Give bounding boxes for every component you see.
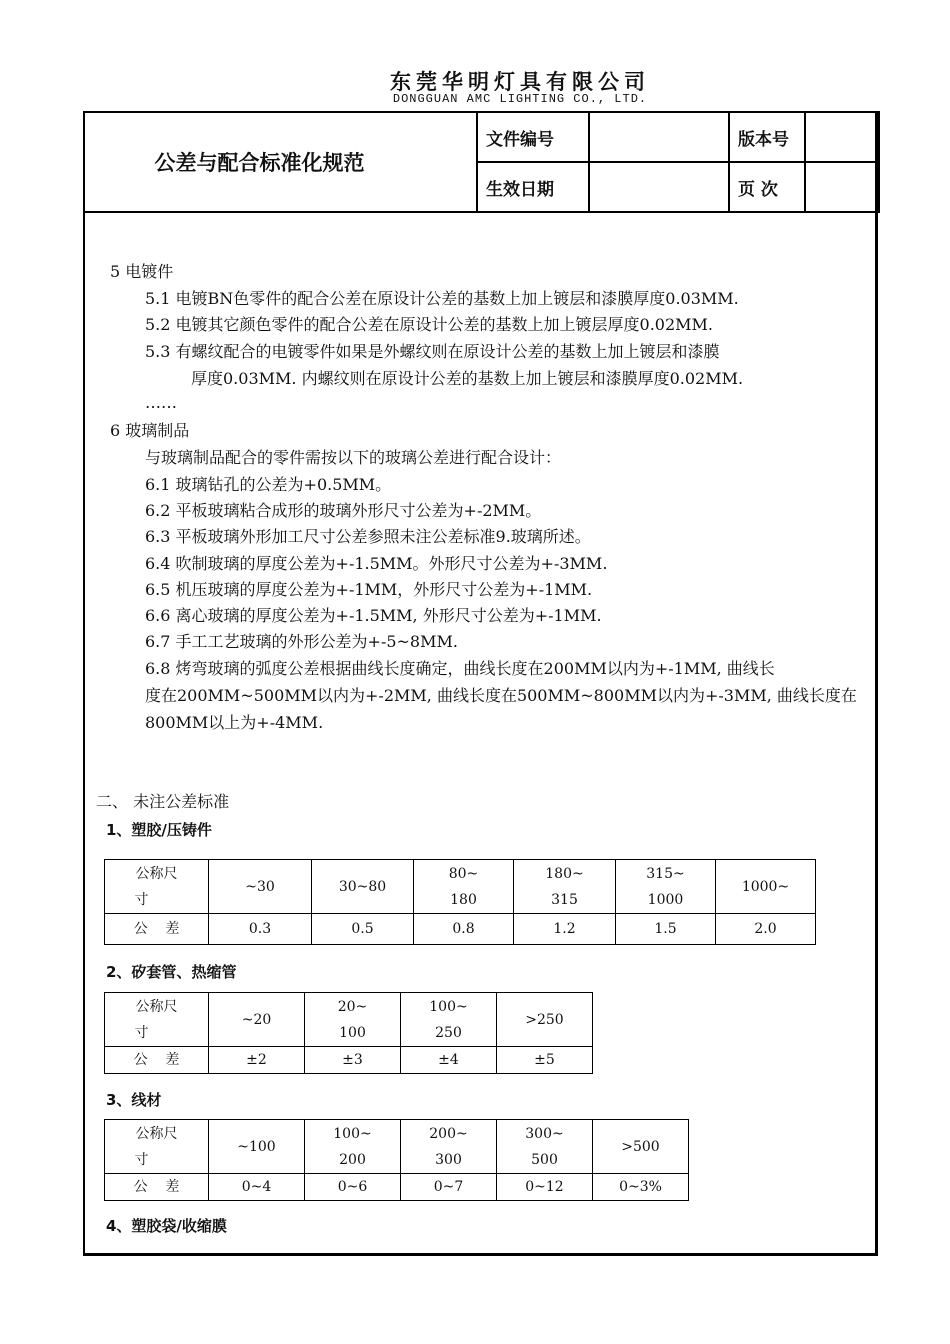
range-cell: 80~ 180 — [414, 860, 514, 914]
tolerance-value: ±5 — [497, 1047, 593, 1074]
clause-6-8-line1: 6.8 烤弯玻璃的弧度公差根据曲线长度确定，曲线长度在200MM以内为+-1MM, 曲线长 — [145, 659, 775, 678]
tolerance-label: 公 差 — [105, 914, 209, 945]
tolerance-label: 公 差 — [105, 1047, 209, 1074]
effective-date-value — [589, 162, 729, 212]
doc-number-value — [589, 112, 729, 162]
version-label: 版本号 — [729, 112, 805, 162]
clause-5-2: 5.2 电镀其它颜色零件的配合公差在原设计公差的基数上加上镀层厚度0.02MM. — [145, 315, 714, 334]
table-3-title: 3、线材 — [106, 1091, 162, 1109]
tolerance-value: 0~3% — [593, 1174, 689, 1201]
ellipsis: …… — [145, 393, 177, 412]
page-value — [805, 162, 879, 212]
document-title: 公差与配合标准化规范 — [84, 112, 477, 212]
clause-6-3: 6.3 平板玻璃外形加工尺寸公差参照未注公差标准9.玻璃所述。 — [145, 527, 591, 546]
tolerance-value: 0~7 — [401, 1174, 497, 1201]
table-1-title: 1、塑胶/压铸件 — [106, 821, 212, 839]
range-cell: 1000~ — [716, 860, 816, 914]
range-cell: >250 — [497, 993, 593, 1047]
range-cell: ~30 — [209, 860, 312, 914]
clause-5-1: 5.1 电镀BN色零件的配合公差在原设计公差的基数上加上镀层和漆膜厚度0.03MM. — [145, 289, 739, 308]
tolerance-value: 1.5 — [616, 914, 716, 945]
section-6-intro: 与玻璃制品配合的零件需按以下的玻璃公差进行配合设计： — [145, 448, 562, 467]
range-cell: >500 — [593, 1120, 689, 1174]
section-5-heading: 5 电镀件 — [110, 262, 174, 281]
range-cell: 20~ 100 — [305, 993, 401, 1047]
version-value — [805, 112, 879, 162]
clause-6-6: 6.6 离心玻璃的厚度公差为+-1.5MM, 外形尺寸公差为+-1MM. — [145, 606, 602, 625]
tolerance-table-plastic-diecast — [104, 859, 816, 945]
range-cell: ~100 — [209, 1120, 305, 1174]
tolerance-value: 0~4 — [209, 1174, 305, 1201]
clause-6-4: 6.4 吹制玻璃的厚度公差为+-1.5MM。外形尺寸公差为+-3MM. — [145, 554, 608, 573]
nominal-size-label: 公称尺 寸 — [105, 993, 209, 1047]
clause-5-3-line2: 厚度0.03MM. 内螺纹则在原设计公差的基数上加上镀层和漆膜厚度0.02MM. — [191, 369, 744, 388]
clause-6-8-line2: 度在200MM~500MM以内为+-2MM, 曲线长度在500MM~800MM以内为+-3MM, 曲线长度在 — [145, 686, 857, 705]
tolerance-table-sleeve-tube — [104, 992, 593, 1074]
document-frame — [83, 111, 878, 1256]
company-name-en: DONGGUAN AMC LIGHTING CO., LTD. — [392, 92, 648, 106]
tolerance-value: ±2 — [209, 1047, 305, 1074]
clause-6-5: 6.5 机压玻璃的厚度公差为+-1MM，外形尺寸公差为+-1MM. — [145, 580, 593, 599]
nominal-size-label: 公称尺 寸 — [105, 860, 209, 914]
tolerance-value: 0.8 — [414, 914, 514, 945]
effective-date-label: 生效日期 — [477, 162, 589, 212]
range-cell: 180~ 315 — [514, 860, 616, 914]
tolerance-value: 0.3 — [209, 914, 312, 945]
range-cell: 100~ 200 — [305, 1120, 401, 1174]
tolerance-value: 1.2 — [514, 914, 616, 945]
range-cell: 30~80 — [312, 860, 414, 914]
tolerance-value: 0~12 — [497, 1174, 593, 1201]
tolerance-table-wire — [104, 1119, 689, 1201]
part-2-heading: 二、 未注公差标准 — [96, 792, 230, 811]
range-cell: ~20 — [209, 993, 305, 1047]
tolerance-value: 0~6 — [305, 1174, 401, 1201]
nominal-size-label: 公称尺 寸 — [105, 1120, 209, 1174]
tolerance-value: ±4 — [401, 1047, 497, 1074]
company-name-cn: 东莞华明灯具有限公司 — [390, 70, 650, 94]
clause-6-1: 6.1 玻璃钻孔的公差为+0.5MM。 — [145, 475, 392, 494]
range-cell: 315~ 1000 — [616, 860, 716, 914]
page-label: 页 次 — [729, 162, 805, 212]
range-cell: 300~ 500 — [497, 1120, 593, 1174]
tolerance-value: 0.5 — [312, 914, 414, 945]
range-cell: 200~ 300 — [401, 1120, 497, 1174]
table-4-title: 4、塑胶袋/收缩膜 — [106, 1217, 227, 1235]
clause-5-3-line1: 5.3 有螺纹配合的电镀零件如果是外螺纹则在原设计公差的基数上加上镀层和漆膜 — [145, 342, 720, 361]
doc-number-label: 文件编号 — [477, 112, 589, 162]
tolerance-label: 公 差 — [105, 1174, 209, 1201]
tolerance-value: ±3 — [305, 1047, 401, 1074]
clause-6-8-line3: 800MM以上为+-4MM. — [145, 713, 324, 732]
clause-6-2: 6.2 平板玻璃粘合成形的玻璃外形尺寸公差为+-2MM。 — [145, 501, 542, 520]
table-2-title: 2、矽套管、热缩管 — [106, 963, 237, 981]
tolerance-value: 2.0 — [716, 914, 816, 945]
clause-6-7: 6.7 手工工艺玻璃的外形公差为+-5~8MM. — [145, 632, 458, 651]
range-cell: 100~ 250 — [401, 993, 497, 1047]
title-block — [83, 111, 880, 213]
section-6-heading: 6 玻璃制品 — [110, 421, 190, 440]
